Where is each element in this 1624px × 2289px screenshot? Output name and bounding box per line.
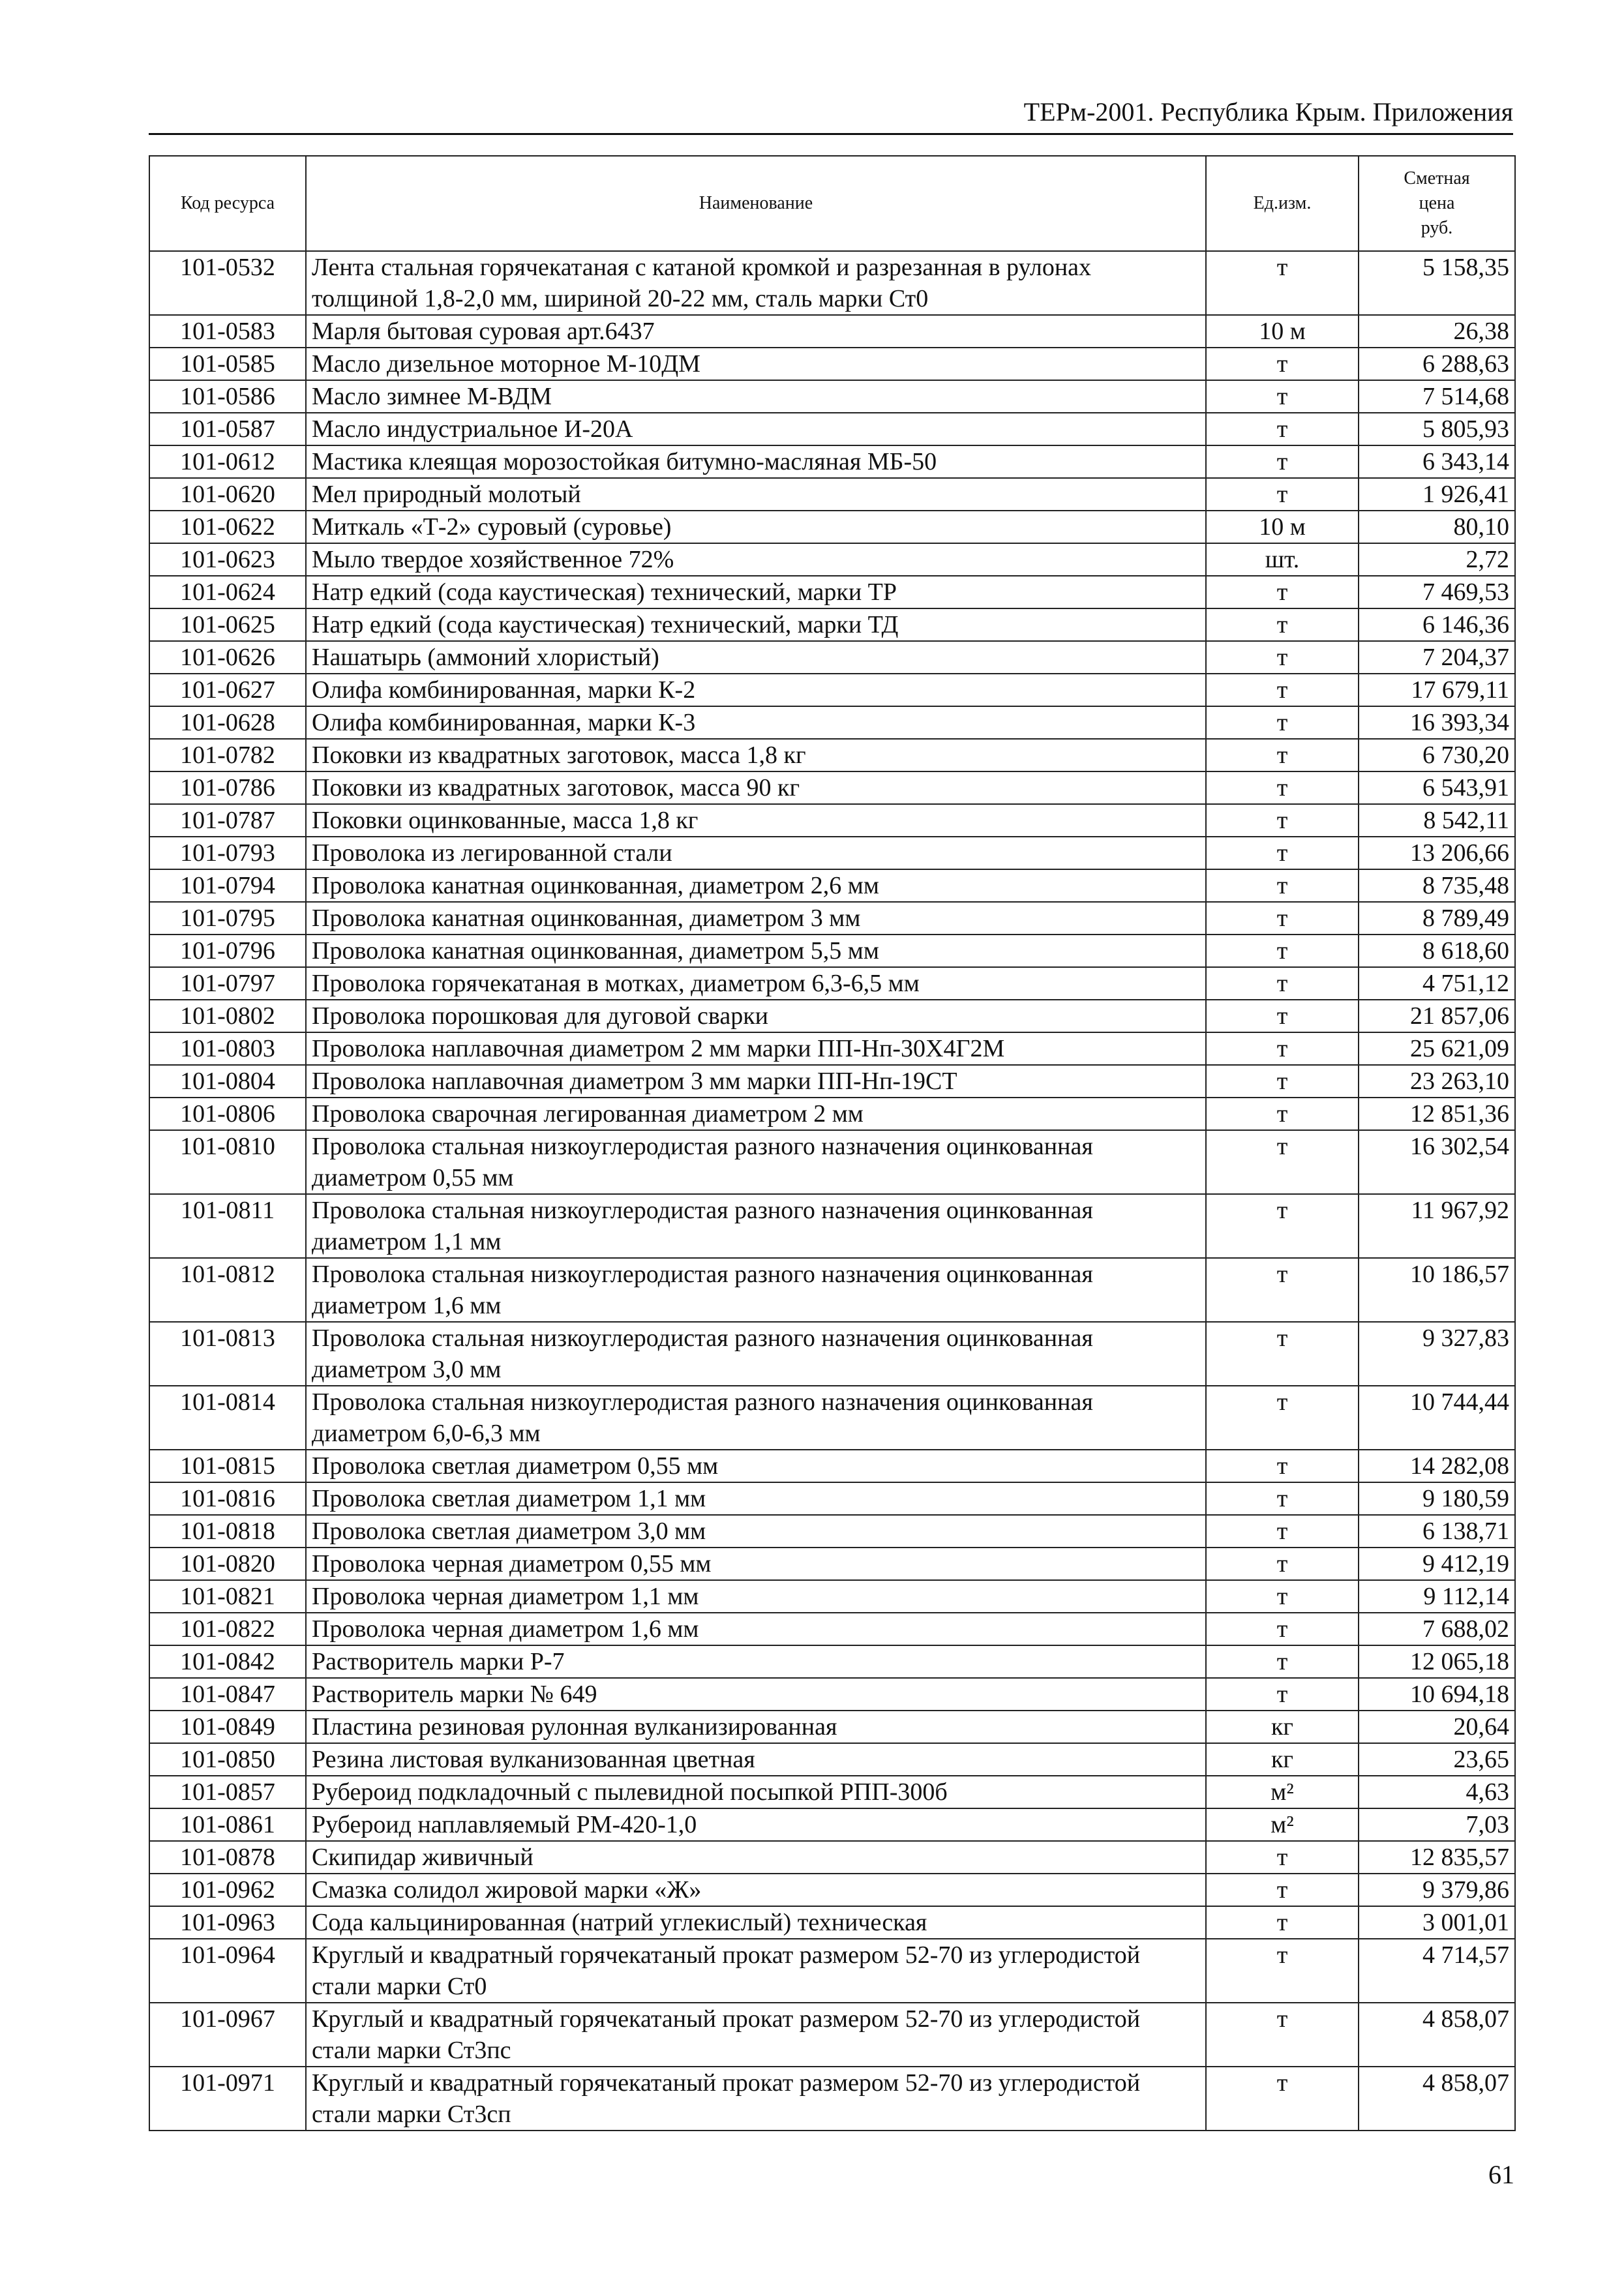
unit-cell: т: [1206, 348, 1359, 380]
resource-name-cell: Пластина резиновая рулонная вулканизированная: [306, 1711, 1206, 1743]
price-cell: 10 694,18: [1359, 1678, 1515, 1711]
price-cell: 9 327,83: [1359, 1322, 1515, 1386]
table-row: [149, 1580, 1515, 1613]
page-number: 61: [1488, 2160, 1514, 2189]
resource-name-cell: Олифа комбинированная, марки К-3: [306, 706, 1206, 739]
unit-cell: т: [1206, 837, 1359, 869]
resource-code-cell: 101-0793: [149, 837, 306, 869]
resource-code-cell: 101-0842: [149, 1645, 306, 1678]
resource-code-cell: 101-0816: [149, 1482, 306, 1515]
resource-code-cell: 101-0857: [149, 1776, 306, 1808]
resource-code-cell: 101-0585: [149, 348, 306, 380]
column-header-code: Код ресурса: [149, 156, 306, 251]
price-cell: 2,72: [1359, 543, 1515, 576]
unit-cell: т: [1206, 1098, 1359, 1130]
resource-name-cell: Рубероид наплавляемый РМ-420-1,0: [306, 1808, 1206, 1841]
resource-name-cell: Масло зимнее М-ВДМ: [306, 380, 1206, 413]
resource-name-cell: Проволока стальная низкоуглеродистая разного назначения оцинкованная диаметром 1,6 мм: [306, 1258, 1206, 1322]
resource-code-cell: 101-0811: [149, 1194, 306, 1258]
table-row: [149, 1130, 1515, 1194]
table-row: [149, 576, 1515, 608]
resource-name-cell: Проволока сварочная легированная диаметром 2 мм: [306, 1098, 1206, 1130]
unit-cell: шт.: [1206, 543, 1359, 576]
resource-code-cell: 101-0625: [149, 608, 306, 641]
price-cell: 16 302,54: [1359, 1130, 1515, 1194]
resource-code-cell: 101-0624: [149, 576, 306, 608]
price-cell: 7 204,37: [1359, 641, 1515, 674]
unit-cell: кг: [1206, 1711, 1359, 1743]
unit-cell: т: [1206, 1258, 1359, 1322]
price-cell: 7,03: [1359, 1808, 1515, 1841]
unit-cell: т: [1206, 2067, 1359, 2131]
price-cell: 5 805,93: [1359, 413, 1515, 445]
price-cell: 8 618,60: [1359, 935, 1515, 967]
resource-code-cell: 101-0806: [149, 1098, 306, 1130]
table-row: [149, 511, 1515, 543]
unit-cell: т: [1206, 1322, 1359, 1386]
resource-code-cell: 101-0814: [149, 1386, 306, 1450]
resource-name-cell: Натр едкий (сода каустическая) технический, марки ТД: [306, 608, 1206, 641]
resource-name-cell: Проволока светлая диаметром 1,1 мм: [306, 1482, 1206, 1515]
table-row: [149, 608, 1515, 641]
resource-name-cell: Скипидар живичный: [306, 1841, 1206, 1874]
unit-cell: т: [1206, 1841, 1359, 1874]
resource-code-cell: 101-0815: [149, 1450, 306, 1482]
resource-name-cell: Растворитель марки Р-7: [306, 1645, 1206, 1678]
resource-name-cell: Проволока стальная низкоуглеродистая разного назначения оцинкованная диаметром 6,0-6,3 мм: [306, 1386, 1206, 1450]
resource-name-cell: Проволока черная диаметром 1,1 мм: [306, 1580, 1206, 1613]
resource-code-cell: 101-0878: [149, 1841, 306, 1874]
unit-cell: т: [1206, 608, 1359, 641]
unit-cell: м²: [1206, 1776, 1359, 1808]
unit-cell: т: [1206, 771, 1359, 804]
table-row: [149, 1322, 1515, 1386]
resource-name-cell: Рубероид подкладочный с пылевидной посыпкой РПП-300б: [306, 1776, 1206, 1808]
unit-cell: т: [1206, 1548, 1359, 1580]
resource-name-cell: Растворитель марки № 649: [306, 1678, 1206, 1711]
resource-code-cell: 101-0850: [149, 1743, 306, 1776]
unit-cell: т: [1206, 478, 1359, 511]
column-header-price: [1359, 156, 1515, 251]
resource-price-table: [149, 155, 1516, 2131]
resource-code-cell: 101-0628: [149, 706, 306, 739]
unit-cell: т: [1206, 1482, 1359, 1515]
resource-code-cell: 101-0622: [149, 511, 306, 543]
resource-name-cell: Олифа комбинированная, марки К-2: [306, 674, 1206, 706]
resource-name-cell: Масло дизельное моторное М-10ДМ: [306, 348, 1206, 380]
table-row: [149, 935, 1515, 967]
resource-name-cell: Проволока канатная оцинкованная, диаметром 2,6 мм: [306, 869, 1206, 902]
resource-code-cell: 101-0626: [149, 641, 306, 674]
resource-name-cell: Проволока черная диаметром 1,6 мм: [306, 1613, 1206, 1645]
table-row: [149, 1808, 1515, 1841]
table-row: [149, 804, 1515, 837]
price-cell: 4 714,57: [1359, 1939, 1515, 2003]
resource-code-cell: 101-0849: [149, 1711, 306, 1743]
table-row: [149, 1000, 1515, 1032]
resource-name-cell: Проволока светлая диаметром 0,55 мм: [306, 1450, 1206, 1482]
price-cell: 7 469,53: [1359, 576, 1515, 608]
resource-code-cell: 101-0847: [149, 1678, 306, 1711]
table-body: [149, 251, 1515, 2131]
table-row: [149, 445, 1515, 478]
price-cell: 5 158,35: [1359, 251, 1515, 315]
resource-name-cell: Проволока канатная оцинкованная, диаметром 5,5 мм: [306, 935, 1206, 967]
resource-code-cell: 101-0821: [149, 1580, 306, 1613]
unit-cell: т: [1206, 1906, 1359, 1939]
resource-code-cell: 101-0794: [149, 869, 306, 902]
table-row: [149, 1032, 1515, 1065]
table-row: [149, 1098, 1515, 1130]
resource-name-cell: Натр едкий (сода каустическая) технический, марки ТР: [306, 576, 1206, 608]
unit-cell: т: [1206, 380, 1359, 413]
unit-cell: т: [1206, 1515, 1359, 1548]
resource-code-cell: 101-0623: [149, 543, 306, 576]
table-row: [149, 1776, 1515, 1808]
resource-code-cell: 101-0822: [149, 1613, 306, 1645]
unit-cell: т: [1206, 804, 1359, 837]
price-cell: 6 288,63: [1359, 348, 1515, 380]
resource-code-cell: 101-0963: [149, 1906, 306, 1939]
column-header-unit: Ед.изм.: [1206, 156, 1359, 251]
resource-name-cell: Масло индустриальное И-20А: [306, 413, 1206, 445]
page-header: [149, 93, 1513, 135]
resource-name-cell: Проволока стальная низкоуглеродистая разного назначения оцинкованная диаметром 0,55 мм: [306, 1130, 1206, 1194]
resource-code-cell: 101-0612: [149, 445, 306, 478]
resource-name-cell: Проволока наплавочная диаметром 3 мм марки ПП-Нп-19СТ: [306, 1065, 1206, 1098]
unit-cell: т: [1206, 1000, 1359, 1032]
unit-cell: т: [1206, 1678, 1359, 1711]
table-row: [149, 1939, 1515, 2003]
resource-name-cell: Миткаль «Т-2» суровый (суровье): [306, 511, 1206, 543]
unit-cell: 10 м: [1206, 511, 1359, 543]
table-row: [149, 2067, 1515, 2131]
price-cell: 7 688,02: [1359, 1613, 1515, 1645]
unit-cell: т: [1206, 674, 1359, 706]
price-cell: 23,65: [1359, 1743, 1515, 1776]
unit-cell: т: [1206, 413, 1359, 445]
unit-cell: т: [1206, 1580, 1359, 1613]
price-cell: 25 621,09: [1359, 1032, 1515, 1065]
table-row: [149, 837, 1515, 869]
price-cell: 8 542,11: [1359, 804, 1515, 837]
resource-code-cell: 101-0587: [149, 413, 306, 445]
resource-code-cell: 101-0583: [149, 315, 306, 348]
unit-cell: т: [1206, 869, 1359, 902]
price-cell: 8 789,49: [1359, 902, 1515, 935]
price-cell: 8 735,48: [1359, 869, 1515, 902]
price-cell: 16 393,34: [1359, 706, 1515, 739]
resource-name-cell: Поковки оцинкованные, масса 1,8 кг: [306, 804, 1206, 837]
price-cell: 12 851,36: [1359, 1098, 1515, 1130]
resource-name-cell: Проволока порошковая для дуговой сварки: [306, 1000, 1206, 1032]
resource-name-cell: Смазка солидол жировой марки «Ж»: [306, 1874, 1206, 1906]
table-row: [149, 1678, 1515, 1711]
resource-code-cell: 101-0964: [149, 1939, 306, 2003]
resource-name-cell: Круглый и квадратный горячекатаный прокат размером 52-70 из углеродистой стали марки Ст3пс: [306, 2003, 1206, 2067]
unit-cell: т: [1206, 739, 1359, 771]
resource-name-cell: Проволока черная диаметром 0,55 мм: [306, 1548, 1206, 1580]
resource-code-cell: 101-0796: [149, 935, 306, 967]
unit-cell: т: [1206, 445, 1359, 478]
table-row: [149, 315, 1515, 348]
unit-cell: т: [1206, 1613, 1359, 1645]
resource-name-cell: Марля бытовая суровая арт.6437: [306, 315, 1206, 348]
table-row: [149, 1450, 1515, 1482]
table-row: [149, 1258, 1515, 1322]
unit-cell: т: [1206, 1032, 1359, 1065]
price-cell: 9 112,14: [1359, 1580, 1515, 1613]
table-row: [149, 348, 1515, 380]
price-header-line: цена: [1419, 193, 1455, 213]
resource-code-cell: 101-0812: [149, 1258, 306, 1322]
unit-cell: м²: [1206, 1808, 1359, 1841]
unit-cell: т: [1206, 935, 1359, 967]
price-cell: 1 926,41: [1359, 478, 1515, 511]
table-row: [149, 674, 1515, 706]
table-row: [149, 1906, 1515, 1939]
resource-name-cell: Круглый и квадратный горячекатаный прокат размером 52-70 из углеродистой стали марки Ст3сп: [306, 2067, 1206, 2131]
table-row: [149, 1065, 1515, 1098]
price-cell: 13 206,66: [1359, 837, 1515, 869]
price-cell: 4 858,07: [1359, 2067, 1515, 2131]
price-cell: 10 744,44: [1359, 1386, 1515, 1450]
table-row: [149, 967, 1515, 1000]
price-cell: 3 001,01: [1359, 1906, 1515, 1939]
column-header-name: Наименование: [306, 156, 1206, 251]
resource-name-cell: Мел природный молотый: [306, 478, 1206, 511]
resource-code-cell: 101-0797: [149, 967, 306, 1000]
resource-code-cell: 101-0813: [149, 1322, 306, 1386]
resource-code-cell: 101-0786: [149, 771, 306, 804]
price-cell: 12 065,18: [1359, 1645, 1515, 1678]
resource-name-cell: Проволока из легированной стали: [306, 837, 1206, 869]
table-row: [149, 2003, 1515, 2067]
table-row: [149, 739, 1515, 771]
price-cell: 9 379,86: [1359, 1874, 1515, 1906]
resource-code-cell: 101-0818: [149, 1515, 306, 1548]
unit-cell: т: [1206, 1065, 1359, 1098]
resource-code-cell: 101-0971: [149, 2067, 306, 2131]
resource-name-cell: Сода кальцинированная (натрий углекислый) техническая: [306, 1906, 1206, 1939]
table-row: [149, 641, 1515, 674]
resource-name-cell: Поковки из квадратных заготовок, масса 90 кг: [306, 771, 1206, 804]
table-row: [149, 869, 1515, 902]
resource-code-cell: 101-0627: [149, 674, 306, 706]
price-cell: 9 180,59: [1359, 1482, 1515, 1515]
table-row: [149, 706, 1515, 739]
table-row: [149, 1874, 1515, 1906]
table-row: [149, 478, 1515, 511]
price-cell: 6 730,20: [1359, 739, 1515, 771]
resource-code-cell: 101-0795: [149, 902, 306, 935]
table-row: [149, 543, 1515, 576]
resource-name-cell: Мыло твердое хозяйственное 72%: [306, 543, 1206, 576]
unit-cell: т: [1206, 1874, 1359, 1906]
resource-name-cell: Круглый и квадратный горячекатаный прокат размером 52-70 из углеродистой стали марки Ст0: [306, 1939, 1206, 2003]
resource-code-cell: 101-0810: [149, 1130, 306, 1194]
table-row: [149, 1711, 1515, 1743]
resource-name-cell: Проволока горячекатаная в мотках, диаметром 6,3-6,5 мм: [306, 967, 1206, 1000]
resource-code-cell: 101-0962: [149, 1874, 306, 1906]
price-cell: 6 146,36: [1359, 608, 1515, 641]
resource-name-cell: Лента стальная горячекатаная с катаной кромкой и разрезанная в рулонах толщиной 1,8-2,0 мм, шириной 20-22 мм, сталь марки Ст0: [306, 251, 1206, 315]
unit-cell: т: [1206, 1130, 1359, 1194]
unit-cell: т: [1206, 251, 1359, 315]
price-cell: 12 835,57: [1359, 1841, 1515, 1874]
price-cell: 4 751,12: [1359, 967, 1515, 1000]
resource-code-cell: 101-0620: [149, 478, 306, 511]
table-row: [149, 1386, 1515, 1450]
resource-code-cell: 101-0532: [149, 251, 306, 315]
table-row: [149, 1613, 1515, 1645]
price-cell: 17 679,11: [1359, 674, 1515, 706]
unit-cell: т: [1206, 1450, 1359, 1482]
resource-code-cell: 101-0586: [149, 380, 306, 413]
resource-code-cell: 101-0967: [149, 2003, 306, 2067]
resource-name-cell: Поковки из квадратных заготовок, масса 1,8 кг: [306, 739, 1206, 771]
price-cell: 6 543,91: [1359, 771, 1515, 804]
table-row: [149, 1743, 1515, 1776]
table-row: [149, 1841, 1515, 1874]
price-cell: 6 138,71: [1359, 1515, 1515, 1548]
resource-name-cell: Проволока стальная низкоуглеродистая разного назначения оцинкованная диаметром 3,0 мм: [306, 1322, 1206, 1386]
price-cell: 4,63: [1359, 1776, 1515, 1808]
price-cell: 7 514,68: [1359, 380, 1515, 413]
table-row: [149, 1515, 1515, 1548]
table-row: [149, 771, 1515, 804]
unit-cell: 10 м: [1206, 315, 1359, 348]
table-row: [149, 251, 1515, 315]
unit-cell: т: [1206, 902, 1359, 935]
document-title: ТЕРм-2001. Республика Крым. Приложения: [1023, 97, 1513, 127]
resource-name-cell: Проволока наплавочная диаметром 2 мм марки ПП-Нп-30Х4Г2М: [306, 1032, 1206, 1065]
price-cell: 23 263,10: [1359, 1065, 1515, 1098]
unit-cell: т: [1206, 1939, 1359, 2003]
resource-name-cell: Проволока светлая диаметром 3,0 мм: [306, 1515, 1206, 1548]
price-cell: 9 412,19: [1359, 1548, 1515, 1580]
unit-cell: т: [1206, 967, 1359, 1000]
resource-code-cell: 101-0804: [149, 1065, 306, 1098]
price-header-line: Сметная: [1404, 168, 1470, 188]
resource-code-cell: 101-0820: [149, 1548, 306, 1580]
table-row: [149, 1482, 1515, 1515]
unit-cell: т: [1206, 576, 1359, 608]
table-row: [149, 902, 1515, 935]
resource-code-cell: 101-0787: [149, 804, 306, 837]
resource-name-cell: Проволока канатная оцинкованная, диаметром 3 мм: [306, 902, 1206, 935]
unit-cell: т: [1206, 1645, 1359, 1678]
price-cell: 20,64: [1359, 1711, 1515, 1743]
resource-code-cell: 101-0802: [149, 1000, 306, 1032]
price-header-line: руб.: [1421, 218, 1453, 238]
price-cell: 21 857,06: [1359, 1000, 1515, 1032]
unit-cell: т: [1206, 706, 1359, 739]
unit-cell: т: [1206, 1194, 1359, 1258]
table-row: [149, 1548, 1515, 1580]
table-row: [149, 380, 1515, 413]
price-cell: 11 967,92: [1359, 1194, 1515, 1258]
table-header-row: [149, 156, 1515, 251]
price-cell: 10 186,57: [1359, 1258, 1515, 1322]
resource-code-cell: 101-0782: [149, 739, 306, 771]
table-row: [149, 413, 1515, 445]
unit-cell: т: [1206, 641, 1359, 674]
table-row: [149, 1645, 1515, 1678]
price-cell: 4 858,07: [1359, 2003, 1515, 2067]
unit-cell: т: [1206, 1386, 1359, 1450]
resource-name-cell: Резина листовая вулканизованная цветная: [306, 1743, 1206, 1776]
resource-code-cell: 101-0861: [149, 1808, 306, 1841]
resource-name-cell: Проволока стальная низкоуглеродистая разного назначения оцинкованная диаметром 1,1 мм: [306, 1194, 1206, 1258]
table-row: [149, 1194, 1515, 1258]
price-cell: 26,38: [1359, 315, 1515, 348]
price-cell: 14 282,08: [1359, 1450, 1515, 1482]
price-cell: 80,10: [1359, 511, 1515, 543]
resource-name-cell: Нашатырь (аммоний хлористый): [306, 641, 1206, 674]
price-cell: 6 343,14: [1359, 445, 1515, 478]
resource-name-cell: Мастика клеящая морозостойкая битумно-масляная МБ-50: [306, 445, 1206, 478]
unit-cell: т: [1206, 2003, 1359, 2067]
unit-cell: кг: [1206, 1743, 1359, 1776]
resource-code-cell: 101-0803: [149, 1032, 306, 1065]
